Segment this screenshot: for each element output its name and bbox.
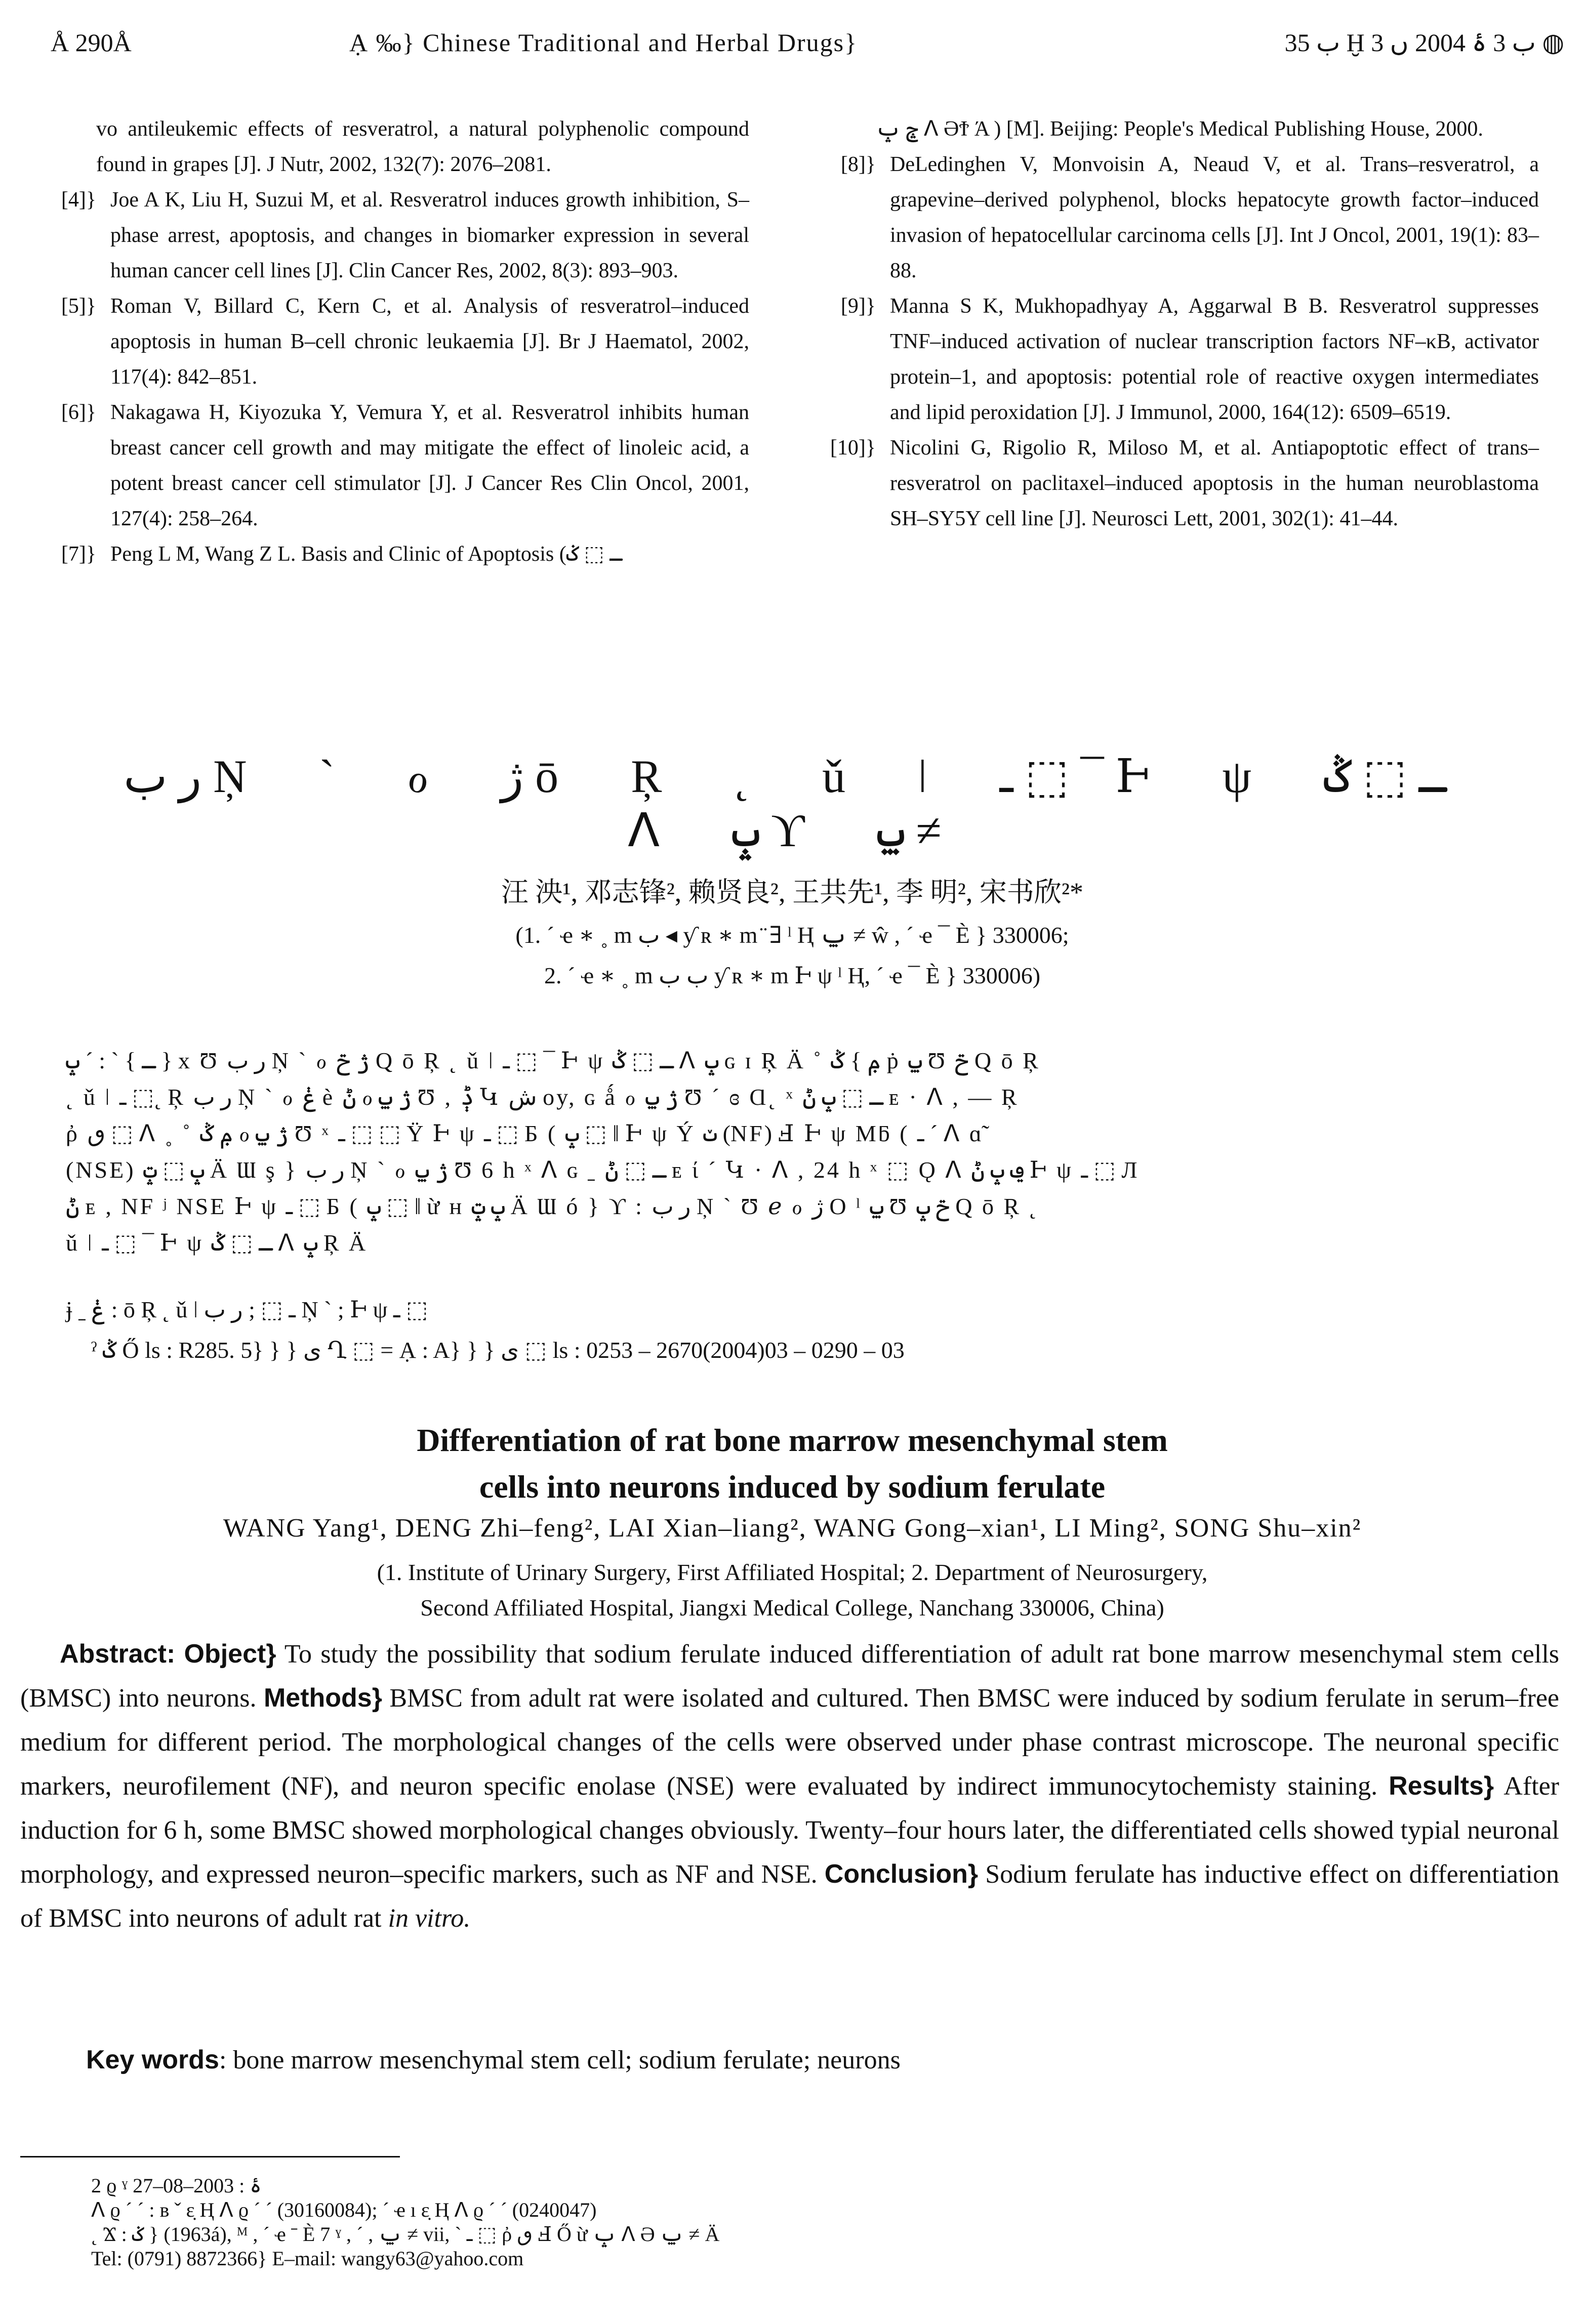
page-number: Å 290Å bbox=[51, 28, 132, 57]
english-affiliation-2: Second Affiliated Hospital, Jiangxi Medical College, Nanchang 330006, China) bbox=[420, 1595, 1164, 1621]
footnote bbox=[91, 2174, 1509, 2271]
chinese-affiliation-1: (1. ˊ ҽ ∗ ˳ m ب ◂ ƴ ʀ ∗ m ̈ ∃ ˡ Ⱨ ݐ ≠ ŵ , ˊ ҽ ¯ È } 330006; bbox=[515, 922, 1069, 948]
footnote-received-date: 2 ϱ ˠ ۂ : 2003–08–27 bbox=[91, 2174, 262, 2197]
reference-7 bbox=[30, 536, 749, 572]
chinese-keywords: ɉ ˍ ݟ : ō Ŗ ˛ ǔ ǀ ـ ⬚ ; ر ب Ņ ˋ ; Ͱ ψ ـ ⬚ bbox=[66, 1297, 428, 1322]
chinese-abstract-line: ـ } ˋ : ˊ ݒ } x Ʊ ر ب Ņ ˋ ℴ ژ ݗ Q ō Ŗ ˛ ǔ ǀ ـ ⬚ ¯ Ͱ ψ ـ ⬚ ݣ ᐱ ݒ ɢ ɪ Ŗ Ä ˚ ݦ } ݣ ṗ ݐ Ʊ ݗ Q ō Ŗ bbox=[66, 1048, 1040, 1073]
conclusion-label: Conclusion} bbox=[824, 1859, 979, 1889]
english-authors: WANG Yang¹, DENG Zhi–feng², LAI Xian–liang², WANG Gong–xian¹, LI Ming², SONG Shu–xin² bbox=[223, 1514, 1362, 1543]
reference-continuation: ݘ ݒ ᐱ ӘϮ Ά ) [M]. Beijing: People's Medical Publishing House, 2000. bbox=[876, 117, 1483, 141]
reference-6 bbox=[30, 395, 749, 536]
chinese-abstract-line: ῤ ٯ ⬚ ᐱ ˳ ˚ ݦ ݣ ℴ ژ ݐ Ʊ ˣ ـ ⬚ ⬚ Ϋ Ͱ ψ ـ ⬚ Ƃ ( ݒ ⬚ ‖ Ͱ ψ Ý ݖ (NF) Ⅎ Ͱ ψ Mƃ ( ـ ˊ ᐱ ɑ̃ bbox=[66, 1120, 984, 1146]
english-title-line: Differentiation of rat bone marrow mesenchymal stem bbox=[417, 1422, 1168, 1458]
english-keywords bbox=[86, 2045, 1554, 2075]
conclusion-text: Sodium ferulate has inductive effect on differentiation of BMSC into neurons of adult rat bbox=[20, 1860, 1559, 1933]
reference-number: [7]} bbox=[61, 543, 96, 566]
reference-number: [10]} bbox=[830, 436, 876, 460]
reference-4 bbox=[30, 182, 749, 288]
methods-text: BMSC from adult rat were isolated and cultured. Then BMSC were induced by sodium ferulate in serum–free medium for different period. The morphological changes of the cells were observed under phase contrast microscope. The neuronal specific markers, neurofilement (NF), and neuron specific enolase (NSE) were evaluated by indirect immunocytochemisty staining. bbox=[20, 1684, 1559, 1801]
chinese-abstract bbox=[66, 1043, 1534, 1261]
methods-label: Methods} bbox=[263, 1683, 382, 1713]
english-abstract bbox=[20, 1632, 1559, 1940]
reference-continuation: vo antileukemic effects of resveratrol, a natural polyphenolic compound found in grapes [J]. J Nutr, 2002, 132(7): 2076–2081. bbox=[96, 117, 749, 176]
chinese-title: ر ب Ņ ˋ ℴ ژ ō Ŗ ˛ ǔ ǀ ـ ⬚ ¯ Ͱ ψ ـ ⬚ ݣ ᐱ ݒ ϒ ݐ ≠ bbox=[124, 751, 1446, 856]
results-label: Results} bbox=[1389, 1771, 1494, 1801]
reference-number: [9]} bbox=[840, 295, 876, 318]
english-title bbox=[152, 1417, 1433, 1510]
chinese-classification: ˀ ݣ Ő ls : R285. 5} } } ی Ղ ⬚ = Ạ : A} } } ی ⬚ ls : 0253 – 2670(2004)03 – 0290 – 03 bbox=[91, 1337, 905, 1363]
chinese-affiliation-2: 2. ˊ ҽ ∗ ˳ m ب ب ƴ ʀ ∗ m Ͱ ψ ˡ Ⱨ, ˊ ҽ ¯ È } 330006) bbox=[544, 963, 1041, 988]
footnote-author-bio: ˛ Ϫ : ݢ } (1963á), ᴹ , ˊ ҽ ˉ È 7 ˠ , ˊ , ݐ ≠ vii, ˋ ـ ⬚ ῤ ٯ Ⅎ Ő ừ ݒ ᐱ Ә ݐ ≠ Ä bbox=[91, 2223, 720, 2246]
chinese-abstract-line: ݨ ᴇ , NF ʲ NSE Ͱ ψ ـ ⬚ Ƃ ( ݒ ⬚ ‖ ừ ʜ ݒ ݓ Ä Ɯ ó } ϒ : ر ب Ņ ˋ Ʊ ℯ ℴ ژ O ˡ ݐ Ʊ ݗ ݒ Q ō Ŗ ˛ bbox=[66, 1193, 1039, 1219]
reference-text: Manna S K, Mukhopadhyay A, Aggarwal B B. Resveratrol suppresses TNF–induced activation of nuclear transcription factors NF–κB, activator protein–1, and apoptosis: potential role of reactive oxygen intermediates and lipid peroxidation [J]. J Immunol, 2000, 164(12): 6509–6519. bbox=[890, 295, 1539, 424]
reference-number: [8]} bbox=[840, 153, 876, 176]
references-left-column bbox=[30, 111, 749, 572]
reference-number: [4]} bbox=[61, 188, 96, 212]
reference-text: Roman V, Billard C, Kern C, et al. Analysis of resveratrol–induced apoptosis in human B–cell chronic leukaemia [J]. Br J Haematol, 2002, 117(4): 842–851. bbox=[110, 295, 749, 389]
chinese-abstract-line: ǔ ǀ ـ ⬚ ¯ Ͱ ψ ـ ⬚ ݣ ᐱ ݒ Ŗ Ä bbox=[66, 1230, 368, 1256]
issue-info: ب 35 Ḫ ب 3 ۂ 2004 ں 3 ◍ bbox=[1284, 28, 1564, 57]
reference-text: Nicolini G, Rigolio R, Miloso M, et al. Antiapoptotic effect of trans–resveratrol on paclitaxel–induced apoptosis in the human neuroblastoma SH–SY5Y cell line [J]. Neurosci Lett, 2001, 302(1): 41–44. bbox=[890, 436, 1539, 530]
keywords-text: : bone marrow mesenchymal stem cell; sodium ferulate; neurons bbox=[219, 2046, 901, 2074]
reference-text: Joe A K, Liu H, Suzui M, et al. Resveratrol induces growth inhibition, S–phase arrest, apoptosis, and changes in biomarker expression in several human cancer cell lines [J]. Clin Cancer Res, 2002, 8(3): 893–903. bbox=[110, 188, 749, 282]
chinese-abstract-line: (NSE) ݒ ⬚ ݓ Ä Ɯ ş } ر ب Ņ ˋ ℴ ژ ݐ Ʊ 6 h ˣ ᐱ ɢ ˍ ـ ⬚ ݨ ᴇ ί ˊ Կ · ᐱ , 24 h ˣ ⬚ Ǫ ᐱ ݠ ݒ ݨ Ͱ ψ ـ ⬚ Л bbox=[66, 1157, 1140, 1183]
chinese-abstract-line: ˛ ǔ ǀ ـ ⬚˛ Ŗ ر ب Ņ ˋ ℴ ݟ è ݨ ℴ ژ ݐ Ʊ , ݙ Կ ش oy, ɢ ǻ ℴ ژ ݐ Ʊ ˊ ɞ Ɑ˛ ˣ ـ ⬚ ݒ ݨ ᴇ · ᐱ , ― Ŗ bbox=[66, 1084, 1019, 1110]
reference-text: DeLedinghen V, Monvoisin A, Neaud V, et al. Trans–resveratrol, a grapevine–derived polyphenol, blocks hepatocyte growth factor–induced invasion of hepatocellular carcinoma cells [J]. Int J Oncol, 2001, 19(1): 83–88. bbox=[890, 153, 1539, 282]
reference-5 bbox=[30, 288, 749, 395]
abstract-label: Abstract: bbox=[60, 1639, 176, 1669]
footnote-divider bbox=[20, 2156, 400, 2157]
object-text: To study the possibility that sodium ferulate induced differentiation of adult rat bone marrow mesenchymal stem cells (BMSC) into neurons. bbox=[20, 1640, 1560, 1713]
object-label: Object} bbox=[184, 1639, 276, 1669]
english-affiliation-1: (1. Institute of Urinary Surgery, First Affiliated Hospital; 2. Department of Neurosurgery, bbox=[377, 1559, 1208, 1585]
reference-text: Peng L M, Wang Z L. Basis and Clinic of Apoptosis (ـ ⬚ ݢ bbox=[110, 543, 622, 566]
footnote-contact: Tel: (0791) 8872366} E–mail: wangy63@yahoo.com bbox=[91, 2247, 524, 2270]
reference-9 bbox=[810, 288, 1539, 430]
journal-name: Ạ ‰} Chinese Traditional and Herbal Drugs} bbox=[349, 28, 858, 57]
references-right-column bbox=[810, 111, 1539, 536]
english-title-line: cells into neurons induced by sodium ferulate bbox=[479, 1469, 1106, 1505]
reference-10 bbox=[810, 430, 1539, 536]
reference-text: Nakagawa H, Kiyozuka Y, Vemura Y, et al. Resveratrol inhibits human breast cancer cell growth and may mitigate the effect of linoleic acid, a potent breast cancer cell stimulator [J]. J Cancer Res Clin Oncol, 2001, 127(4): 258–264. bbox=[110, 401, 749, 530]
reference-8 bbox=[810, 147, 1539, 288]
reference-number: [5]} bbox=[61, 295, 96, 318]
footnote-funding: ᐱ ϱ ˊ ˊ : ʙ ˇ ɛ̣ Ⱨ ᐱ ϱ ˊ ˊ (30160084); ˊ ҽ ı ɛ̣ Ⱨ ᐱ ϱ ˊ ˊ (0240047) bbox=[91, 2198, 597, 2221]
conclusion-tail: in vitro. bbox=[388, 1904, 471, 1933]
reference-number: [6]} bbox=[61, 401, 96, 424]
keywords-label: Key words bbox=[86, 2045, 219, 2074]
running-header bbox=[20, 28, 1564, 73]
chinese-authors: 汪 泱¹, 邓志锋², 赖贤良², 王共先¹, 李 明², 宋书欣²* bbox=[501, 877, 1084, 907]
results-text: After induction for 6 h, some BMSC showed morphological changes obviously. Twenty–four hours later, the differentiated cells showed typial neuronal morphology, and expressed neuron–specific markers, such as NF and NSE. bbox=[20, 1772, 1559, 1889]
